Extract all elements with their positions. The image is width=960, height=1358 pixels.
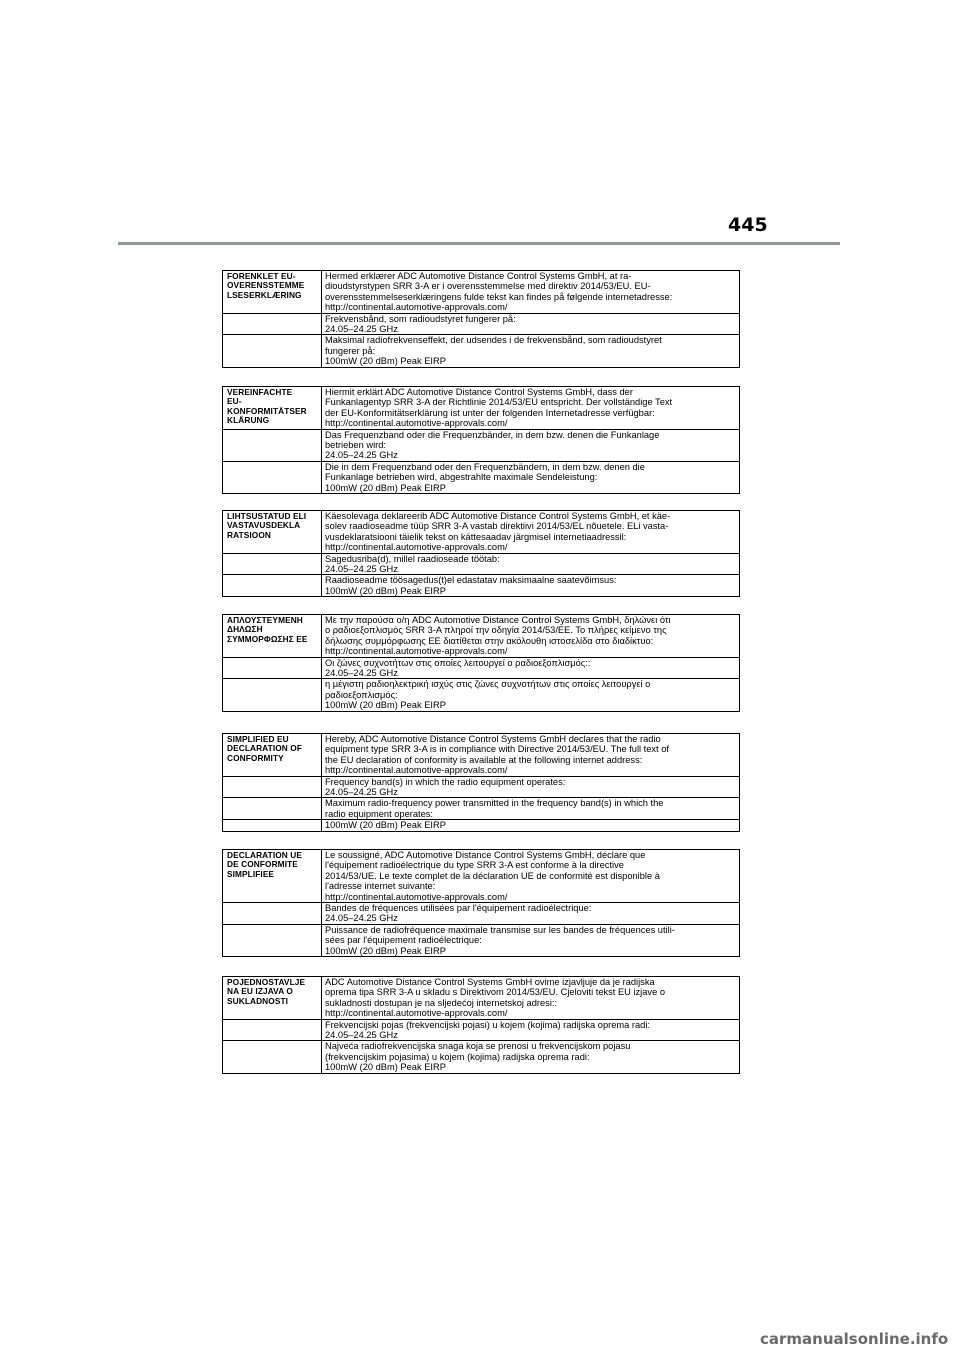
declaration-row	[223, 977, 740, 1020]
declaration-table	[222, 614, 740, 712]
declaration-heading-empty	[223, 776, 322, 798]
declaration-text: Maximum radio-frequency power transmitted in the frequency band(s) in which the radio equipment operates:	[322, 798, 740, 820]
declaration-heading-empty	[223, 679, 322, 711]
declaration-row	[223, 575, 740, 597]
header-rule	[118, 242, 840, 245]
declaration-heading-empty	[223, 575, 322, 597]
declaration-text: Le soussigné, ADC Automotive Distance Control Systems GmbH, déclare que l'équipement radioélectrique du type SRR 3-A est conforme à la directive 2014/53/UE. Le texte complet de la déclaration UE de conformité est disponible à l'adresse internet suivante: http://continental.automotive-approvals.com/	[322, 850, 740, 903]
declaration-text: Bandes de fréquences utilisées par l'équipement radioélectrique: 24.05–24.25 GHz	[322, 903, 740, 925]
declaration-text: Käesolevaga deklareerib ADC Automotive Distance Control Systems GmbH, et käe- solev raadioseadme tüüp SRR 3-A vastab direktiivi 2014/53/EL nõuetele. ELi vasta- vusdeklaratsiooni täielik tekst on kättesaadav järgmisel internetiaadressil: http://continental.automotive-approvals.com/	[322, 511, 740, 554]
declaration-heading: POJEDNOSTAVLJE NA EU IZJAVA O SUKLADNOSTI	[223, 977, 322, 1020]
declaration-heading-empty	[223, 553, 322, 575]
declaration-table	[222, 270, 740, 368]
declaration-text: Hermed erklærer ADC Automotive Distance Control Systems GmbH, at ra- dioudstyrstypen SRR 3-A er i overensstemmelse med direktiv 2014/53/EU. EU- overensstemmelseserklæringens fulde tekst kan findes på følgende internetadresse: http://continental.automotive-approvals.com/	[322, 271, 740, 314]
site-watermark: carmanualsonline.info	[760, 1330, 949, 1348]
declaration-heading: SIMPLIFIED EU DECLARATION OF CONFORMITY	[223, 734, 322, 777]
declaration-heading-empty	[223, 1041, 322, 1073]
declaration-text: ADC Automotive Distance Control Systems GmbH ovime izjavljuje da je radijska oprema tipa SRR 3-A u skladu s Direktivom 2014/53/EU. Cjeloviti tekst EU izjave o sukladnosti dostupan je na sljedećoj internetskoj adresi:: http://continental.automotive-approvals.com/	[322, 977, 740, 1020]
declaration-row	[223, 1041, 740, 1073]
declaration-heading-empty	[223, 335, 322, 367]
declaration-row	[223, 1019, 740, 1041]
declaration-row	[223, 820, 740, 831]
declaration-row	[223, 271, 740, 314]
declaration-heading-empty	[223, 1019, 322, 1041]
declaration-heading: FORENKLET EU- OVERENSSTEMME LSESERKLÆRING	[223, 271, 322, 314]
declaration-row	[223, 511, 740, 554]
declaration-heading: ΑΠΛΟΥΣΤΕΥΜΕΝΗ ΔΗΛΩΣΗ ΣΥΜΜΟΡΦΩΣΗΣ ΕΕ	[223, 615, 322, 658]
page-number: 445	[728, 214, 768, 236]
declaration-row	[223, 429, 740, 461]
declaration-row	[223, 734, 740, 777]
declaration-heading-empty	[223, 657, 322, 679]
declaration-text: Das Frequenzband oder die Frequenzbänder, in dem bzw. denen die Funkanlage betrieben wird: 24.05–24.25 GHz	[322, 429, 740, 461]
declaration-heading: VEREINFACHTE EU- KONFORMITÄTSER KLÄRUNG	[223, 387, 322, 430]
declaration-heading-empty	[223, 461, 322, 493]
declaration-text: Die in dem Frequenzband oder den Frequenzbändern, in dem bzw. denen die Funkanlage betrieben wird, abgestrahlte maximale Sendeleistung: 100mW (20 dBm) Peak EIRP	[322, 461, 740, 493]
declaration-text: Frekvensbånd, som radioudstyret fungerer på: 24.05–24.25 GHz	[322, 313, 740, 335]
declaration-text: Hiermit erklärt ADC Automotive Distance Control Systems GmbH, dass der Funkanlagentyp SRR 3-A der Richtlinie 2014/53/EU entspricht. Der vollständige Text der EU-Konformitätserklärung ist unter der folgenden Internetadresse verfügbar: http://continental.automotive-approvals.com/	[322, 387, 740, 430]
declaration-text: Με την παρούσα ο/η ADC Automotive Distance Control Systems GmbH, δηλώνει ότι ο ραδιοεξοπλισμός SRR 3-A πληροί την οδηγία 2014/53/ΕΕ. Το πλήρες κείμενο της δήλωσης συμμόρφωσης ΕΕ διατίθεται στην ακόλουθη ιστοσελίδα στο διαδίκτυο: http://continental.automotive-approvals.com/	[322, 615, 740, 658]
declaration-row	[223, 776, 740, 798]
declaration-text: η μέγιστη ραδιοηλεκτρική ισχύς στις ζώνες συχνοτήτων στις οποίες λειτουργεί ο ραδιοεξοπλισμός: 100mW (20 dBm) Peak EIRP	[322, 679, 740, 711]
declaration-row	[223, 798, 740, 820]
declaration-row	[223, 679, 740, 711]
declaration-text: Hereby, ADC Automotive Distance Control Systems GmbH declares that the radio equipment type SRR 3-A is in compliance with Directive 2014/53/EU. The full text of the EU declaration of conformity is available at the following internet address: http://continental.automotive-approvals.com/	[322, 734, 740, 777]
declaration-table	[222, 733, 740, 832]
declaration-text: Raadioseadme töösagedus(t)el edastatav maksimaalne saatevõimsus: 100mW (20 dBm) Peak EIRP	[322, 575, 740, 597]
declaration-text: Maksimal radiofrekvenseffekt, der udsendes i de frekvensbånd, som radioudstyret fungerer på: 100mW (20 dBm) Peak EIRP	[322, 335, 740, 367]
declaration-heading-empty	[223, 903, 322, 925]
declaration-row	[223, 850, 740, 903]
declaration-row	[223, 387, 740, 430]
declaration-row	[223, 657, 740, 679]
declaration-row	[223, 553, 740, 575]
declaration-text: Frequency band(s) in which the radio equipment operates: 24.05–24.25 GHz	[322, 776, 740, 798]
declaration-heading: DECLARATION UE DE CONFORMITE SIMPLIFIEE	[223, 850, 322, 903]
declaration-heading: LIHTSUSTATUD ELI VASTAVUSDEKLA RATSIOON	[223, 511, 322, 554]
declaration-row	[223, 924, 740, 956]
declaration-heading-empty	[223, 924, 322, 956]
declaration-text: 100mW (20 dBm) Peak EIRP	[322, 820, 740, 831]
declaration-table	[222, 976, 740, 1074]
declaration-table	[222, 849, 740, 957]
declaration-row	[223, 335, 740, 367]
declaration-text: Οι ζώνες συχνοτήτων στις οποίες λειτουργεί ο ραδιοεξοπλισμός:: 24.05–24.25 GHz	[322, 657, 740, 679]
declaration-heading-empty	[223, 429, 322, 461]
declaration-row	[223, 615, 740, 658]
declaration-row	[223, 461, 740, 493]
declaration-text: Frekvencijski pojas (frekvencijski pojasi) u kojem (kojima) radijska oprema radi: 24.05–24.25 GHz	[322, 1019, 740, 1041]
declaration-heading-empty	[223, 313, 322, 335]
declaration-text: Puissance de radiofréquence maximale transmise sur les bandes de fréquences utili- sées par l'équipement radioélectrique: 100mW (20 dBm) Peak EIRP	[322, 924, 740, 956]
declaration-row	[223, 313, 740, 335]
declaration-table	[222, 386, 740, 494]
declaration-heading-empty	[223, 798, 322, 820]
declaration-text: Sagedusriba(d), millel raadioseade töötab: 24.05–24.25 GHz	[322, 553, 740, 575]
declaration-text: Najveća radiofrekvencijska snaga koja se prenosi u frekvencijskom pojasu (frekvencijskim pojasima) u kojem (kojima) radijska oprema radi: 100mW (20 dBm) Peak EIRP	[322, 1041, 740, 1073]
declaration-table	[222, 510, 740, 597]
declaration-heading-empty	[223, 820, 322, 831]
declaration-row	[223, 903, 740, 925]
